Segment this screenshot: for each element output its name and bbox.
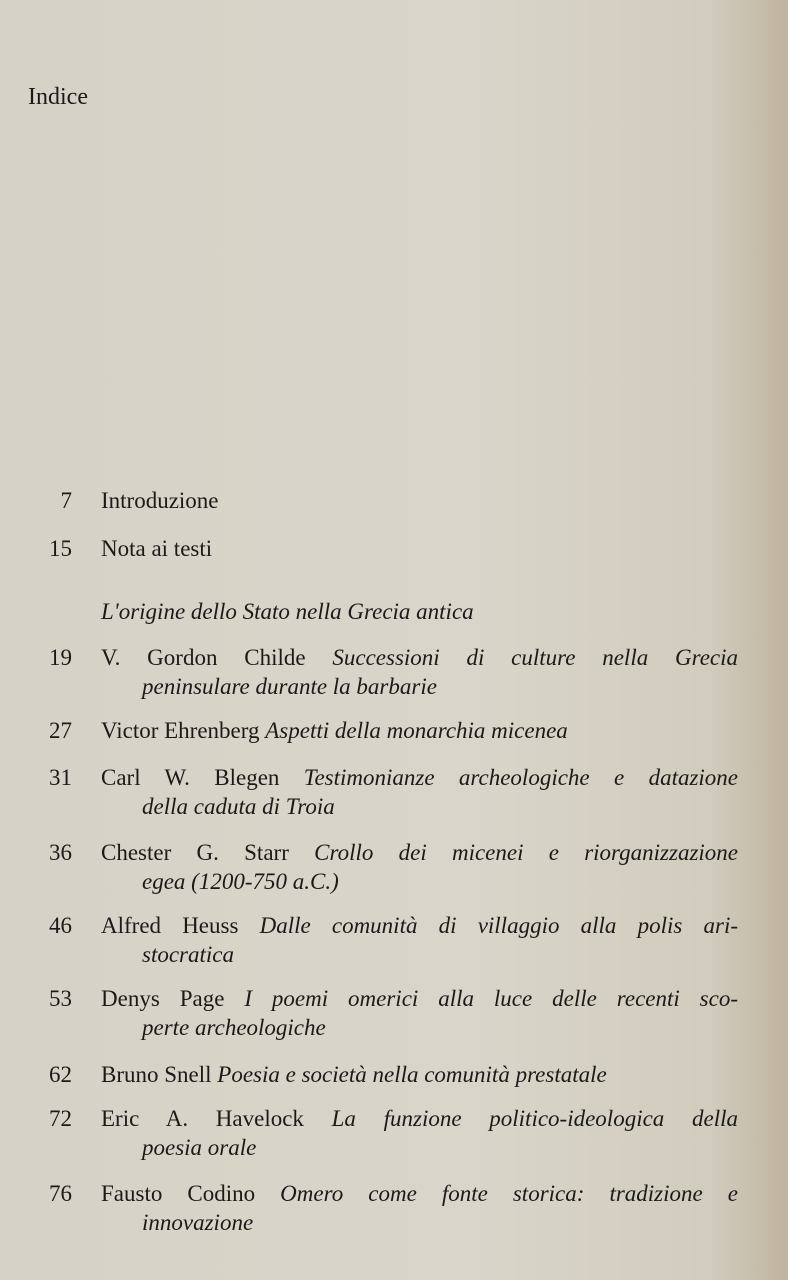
author: Bruno Snell [101, 1062, 212, 1087]
entry-title: La funzione politico-ideologica della [331, 1106, 738, 1131]
entry-line [101, 716, 738, 745]
entry-line [101, 984, 738, 1013]
entry-title: Introduzione [101, 488, 219, 513]
entry-title: Dalle comunità di villaggio alla polis ari- [259, 913, 738, 938]
page-number: 31 [49, 765, 72, 790]
entry-title: Crollo dei micenei e riorganizzazione [314, 840, 738, 865]
entry-line [101, 911, 738, 940]
page-number: 72 [49, 1106, 72, 1131]
author: Fausto Codino [101, 1181, 256, 1206]
page-number: 15 [49, 536, 72, 561]
entry-title-continuation: stocratica [142, 942, 234, 967]
entry-title-continuation: egea (1200-750 a.C.) [142, 869, 339, 894]
page-number: 62 [49, 1062, 72, 1087]
entry-title: Omero come fonte storica: tradizione e [280, 1181, 738, 1206]
entry-line [101, 838, 738, 867]
author: Victor Ehrenberg [101, 718, 260, 743]
entry-title-continuation: della caduta di Troia [142, 794, 335, 819]
entry-line [101, 643, 738, 672]
author: Carl W. Blegen [101, 765, 280, 790]
entry-title: I poemi omerici alla luce delle recenti sco- [244, 986, 739, 1011]
entry-title: Testimonianze archeologiche e datazione [303, 765, 739, 790]
entry-title-continuation: peninsulare durante la barbarie [142, 674, 437, 699]
entry-line [101, 597, 738, 626]
page-number: 53 [49, 986, 72, 1011]
entry-title: Poesia e società nella comunità prestatale [217, 1062, 607, 1087]
author: V. Gordon Childe [101, 645, 306, 670]
entry-title-continuation: innovazione [142, 1210, 254, 1235]
entry-title: Nota ai testi [101, 536, 213, 561]
entry-title-continuation: perte archeologiche [142, 1015, 326, 1040]
entry-title: Successioni di culture nella Grecia [332, 645, 739, 670]
page-number: 19 [49, 645, 72, 670]
entry-line [101, 1104, 738, 1133]
entry-line [101, 486, 738, 515]
page-number: 46 [49, 913, 72, 938]
author: Eric A. Havelock [101, 1106, 304, 1131]
author: Alfred Heuss [101, 913, 239, 938]
entry-title: L'origine dello Stato nella Grecia antica [101, 599, 474, 624]
entry-title: Aspetti della monarchia micenea [265, 718, 568, 743]
entry-title-continuation: poesia orale [142, 1135, 257, 1160]
page-number: 27 [49, 718, 72, 743]
entry-line [101, 1060, 738, 1089]
page-number: 76 [49, 1181, 72, 1206]
entry-line [101, 763, 738, 792]
author: Chester G. Starr [101, 840, 289, 865]
page-title: Indice [28, 84, 88, 110]
entry-line [101, 534, 738, 563]
page-number: 36 [49, 840, 72, 865]
entry-line [101, 1179, 738, 1208]
page-number: 7 [60, 488, 72, 513]
author: Denys Page [101, 986, 225, 1011]
